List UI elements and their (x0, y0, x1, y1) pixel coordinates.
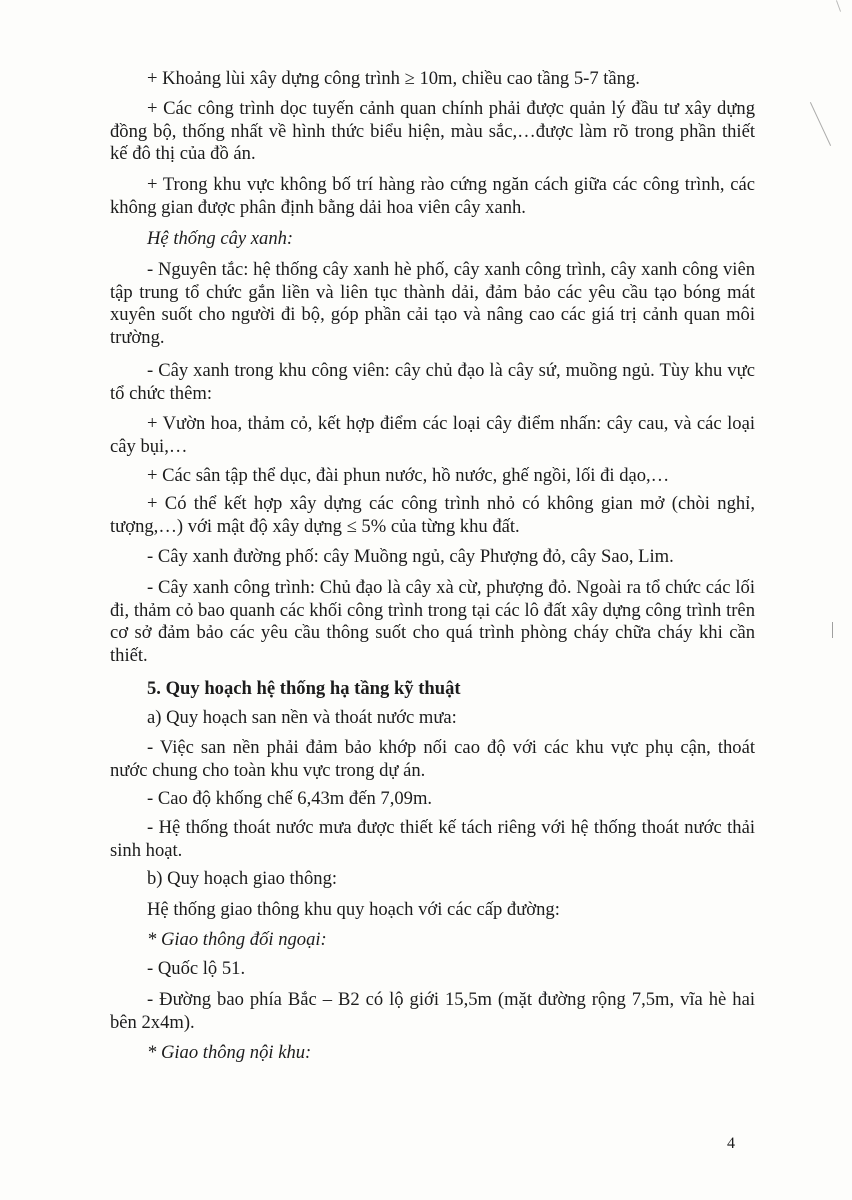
subheading-grading-drainage: a) Quy hoạch san nền và thoát nước mưa: (147, 707, 457, 728)
paragraph-flower-garden: + Vườn hoa, thảm cỏ, kết hợp điểm các loại cây điểm nhấn: cây cau, và các loại cây bụi,… (110, 413, 755, 457)
paragraph-no-fence: + Trong khu vực không bố trí hàng rào cứng ngăn cách giữa các công trình, các không gian được phân định bằng dải hoa viên cây xanh. (110, 174, 755, 218)
paragraph-landscape-works: + Các công trình dọc tuyến cảnh quan chính phải được quản lý đầu tư xây dựng đồng bộ, thống nhất về hình thức biểu hiện, màu sắc,…được làm rõ trong phần thiết kế đô thị của đồ án. (110, 98, 755, 164)
heading-internal-traffic: * Giao thông nội khu: (147, 1042, 312, 1063)
paragraph-grading: - Việc san nền phải đảm bảo khớp nối cao độ với các khu vực phụ cận, thoát nước chung cho toàn khu vực trong dự án. (110, 737, 755, 781)
paragraph-building-trees: - Cây xanh công trình: Chủ đạo là cây xà cừ, phượng đỏ. Ngoài ra tổ chức các lối đi, thảm cỏ bao quanh các khối công trình trong tại các lô đất xây dựng công trình trên cơ sở đảm bảo các yêu cầu thông suốt cho quá trình phòng cháy chữa cháy khi cần thiết. (110, 577, 755, 666)
paragraph-street-trees: - Cây xanh đường phố: cây Muồng ngủ, cây Phượng đỏ, cây Sao, Lim. (147, 546, 674, 567)
paragraph-elevation: - Cao độ khống chế 6,43m đến 7,09m. (147, 788, 433, 809)
scan-artifact (836, 0, 841, 12)
paragraph-national-road: - Quốc lộ 51. (147, 958, 246, 979)
paragraph-park-trees: - Cây xanh trong khu công viên: cây chủ đạo là cây sứ, muồng ngủ. Tùy khu vực tổ chức thêm: (110, 360, 755, 404)
page-number: 4 (727, 1135, 735, 1152)
paragraph-small-works: + Có thể kết hợp xây dựng các công trình nhỏ có không gian mở (chòi nghỉ, tượng,…) với mật độ xây dựng ≤ 5% của từng khu đất. (110, 493, 755, 537)
heading-green-system: Hệ thống cây xanh: (147, 228, 294, 249)
subheading-traffic: b) Quy hoạch giao thông: (147, 868, 338, 889)
paragraph-setback: + Khoảng lùi xây dựng công trình ≥ 10m, chiều cao tầng 5-7 tầng. (147, 68, 640, 89)
paragraph-north-ring-road: - Đường bao phía Bắc – B2 có lộ giới 15,5m (mặt đường rộng 7,5m, vĩa hè hai bên 2x4m). (110, 989, 755, 1033)
section-heading-infrastructure: 5. Quy hoạch hệ thống hạ tầng kỹ thuật (147, 678, 461, 699)
paragraph-traffic-system: Hệ thống giao thông khu quy hoạch với các cấp đường: (147, 899, 560, 920)
heading-external-traffic: * Giao thông đối ngoại: (147, 929, 327, 950)
paragraph-principle: - Nguyên tắc: hệ thống cây xanh hè phố, cây xanh công trình, cây xanh công viên tập trung tổ chức gắn liền và liên tục thành dải, đảm bảo các yêu cầu tạo bóng mát xuyên suốt cho người đi bộ, góp phần cải tạo và nâng cao các giá trị cảnh quan môi trường. (110, 259, 755, 348)
scan-artifact (832, 622, 833, 638)
scan-artifact (810, 102, 831, 146)
paragraph-exercise-yards: + Các sân tập thể dục, đài phun nước, hồ nước, ghế ngồi, lối đi dạo,… (147, 465, 670, 486)
paragraph-storm-drainage: - Hệ thống thoát nước mưa được thiết kế tách riêng với hệ thống thoát nước thải sinh hoạt. (110, 817, 755, 861)
